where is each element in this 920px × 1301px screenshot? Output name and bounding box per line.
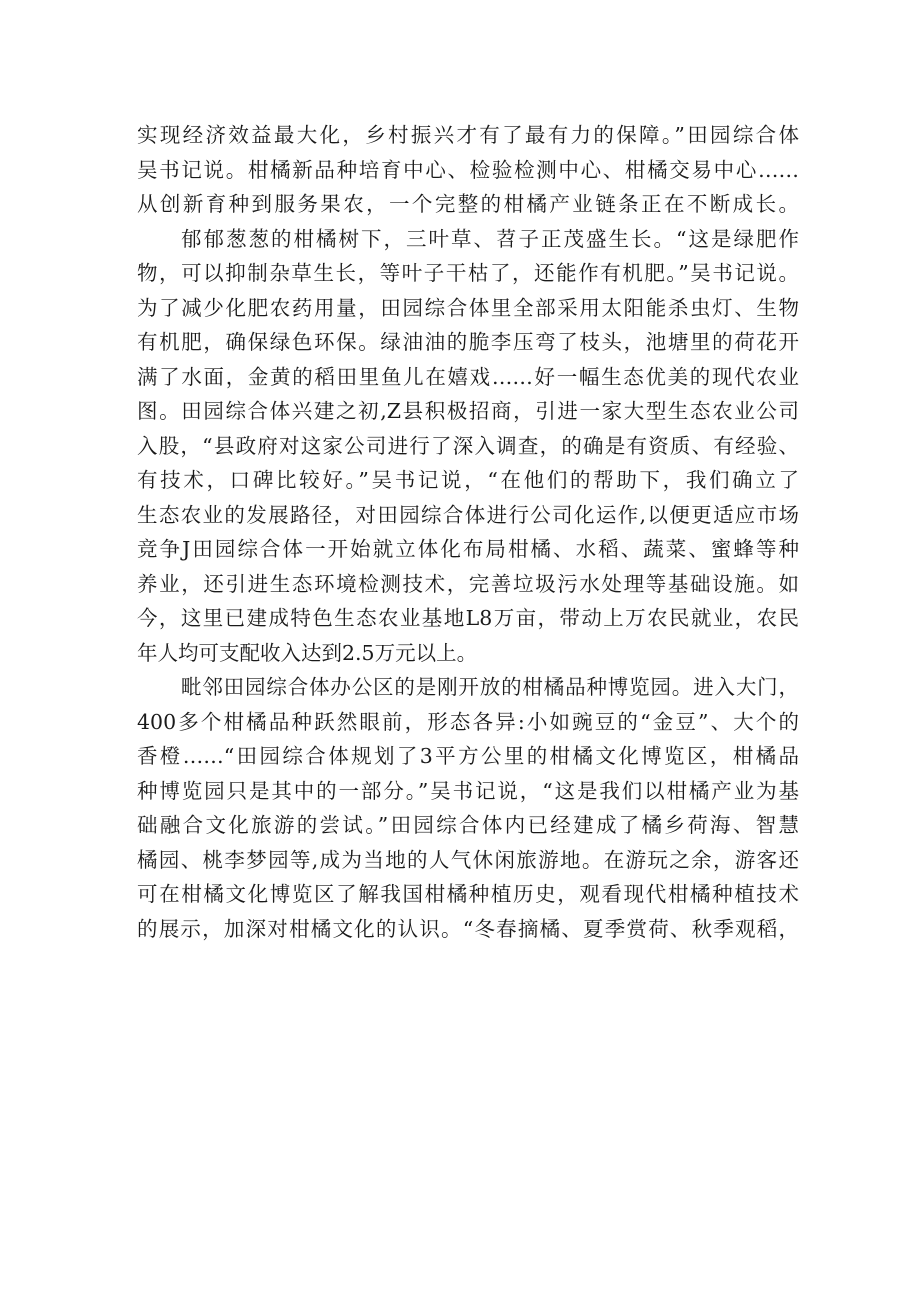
- paragraph-3: [137, 670, 799, 946]
- text-line: 种博览园只是其中的一部分。”吴书记说，“这是我们以柑橘产业为基: [137, 778, 799, 803]
- text-line: 可在柑橘文化博览区了解我国柑橘种植历史，观看现代柑橘种植技术: [137, 882, 799, 906]
- text-line: 图。田园综合体兴建之初,Z县积极招商，引进一家大型生态农业公司: [137, 399, 799, 423]
- text-line: 吴书记说。柑橘新品种培育中心、检验检测中心、柑橘交易中心……: [137, 157, 799, 182]
- text-line: 竞争J田园综合体一开始就立体化布局柑橘、水稻、蔬菜、蜜蜂等种: [137, 537, 799, 561]
- text-line: 为了减少化肥农药用量，田园综合体里全部采用太阳能杀虫灯、生物: [137, 295, 799, 320]
- paragraph-2: [137, 222, 799, 671]
- text-line: 今，这里已建成特色生态农业基地L8万亩，带动上万农民就业，农民: [137, 606, 799, 630]
- text-line: 生态农业的发展路径，对田园综合体进行公司化运作,以便更适应市场: [137, 502, 799, 527]
- text-line: 的展示，加深对柑橘文化的认识。“冬春摘橘、夏季赏荷、秋季观稻，: [137, 916, 799, 941]
- text-line: 有技术，口碑比较好。”吴书记说，“在他们的帮助下，我们确立了: [137, 468, 799, 492]
- body-text: [137, 118, 799, 946]
- text-line: 年人均可支配收入达到2.5万元以上。: [137, 640, 478, 665]
- text-line: 有机肥，确保绿色环保。绿油油的脆李压弯了枝头，池塘里的荷花开: [137, 330, 799, 354]
- text-line: 满了水面，金黄的稻田里鱼儿在嬉戏……好一幅生态优美的现代农业: [137, 364, 799, 389]
- paragraph-1: [137, 118, 799, 222]
- text-line: 400多个柑橘品种跃然眼前，形态各异:小如豌豆的“金豆”、大个的: [137, 709, 799, 734]
- text-line: 毗邻田园综合体办公区的是刚开放的柑橘品种博览园。进入大门，: [181, 675, 799, 699]
- text-line: 养业，还引进生态环境检测技术，完善垃圾污水处理等基础设施。如: [137, 571, 799, 596]
- text-line: 物，可以抑制杂草生长，等叶子干枯了，还能作有机肥。”吴书记说。: [137, 261, 799, 285]
- text-line: 入股，“县政府对这家公司进行了深入调查，的确是有资质、有经验、: [137, 433, 799, 458]
- text-line: 从创新育种到服务果农，一个完整的柑橘产业链条正在不断成长。: [137, 192, 799, 216]
- text-line: 实现经济效益最大化，乡村振兴才有了最有力的保障。”田园综合体: [137, 123, 799, 147]
- text-line: 橘园、桃李梦园等,成为当地的人气休闲旅游地。在游玩之余，游客还: [137, 847, 799, 872]
- text-line: 础融合文化旅游的尝试。”田园综合体内已经建成了橘乡荷海、智慧: [137, 813, 799, 837]
- text-line: 香橙……“田园综合体规划了3平方公里的柑橘文化博览区，柑橘品: [137, 744, 799, 768]
- text-line: 郁郁葱葱的柑橘树下，三叶草、苕子正茂盛生长。“这是绿肥作: [181, 226, 799, 251]
